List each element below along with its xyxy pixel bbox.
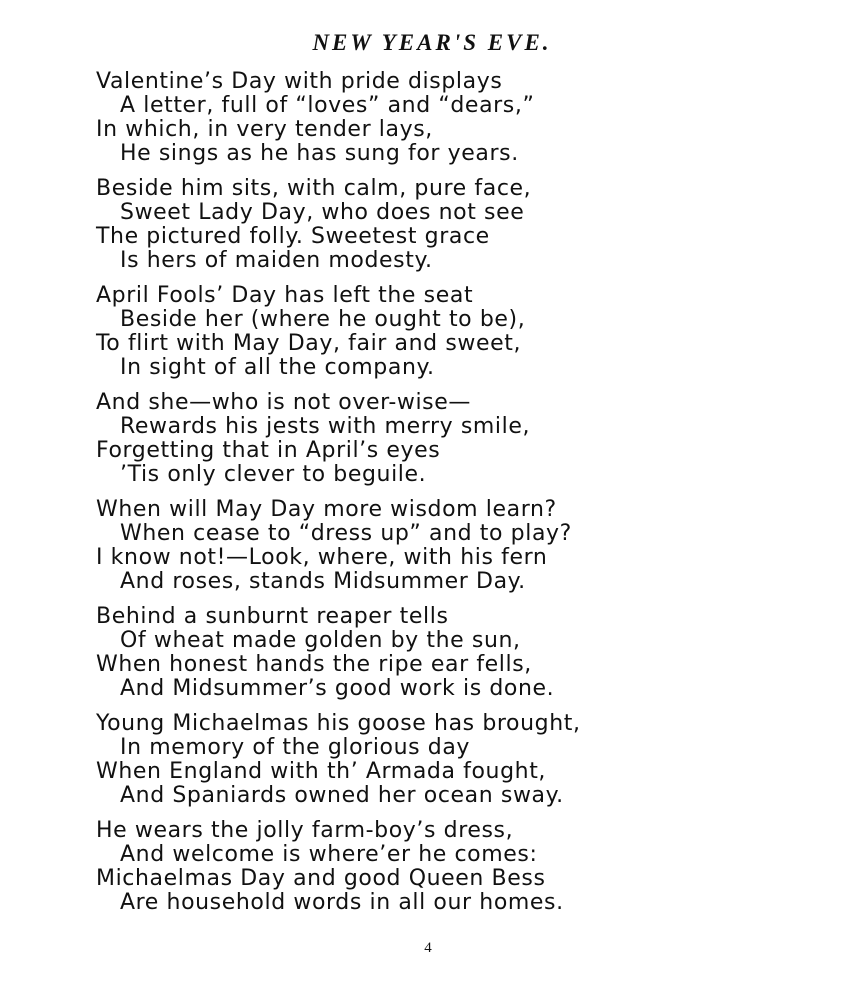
poem-line: Young Michaelmas his goose has brought, <box>96 711 581 736</box>
poem-line: When honest hands the ripe ear fells, <box>96 652 532 677</box>
poem-line: When will May Day more wisdom learn? <box>96 497 557 522</box>
poem-line: And she—who is not over-wise— <box>96 390 471 415</box>
poem-line: In memory of the glorious day <box>120 735 471 760</box>
poem-line: When cease to “dress up” and to play? <box>120 521 572 546</box>
poem-line: Beside him sits, with calm, pure face, <box>96 176 532 201</box>
poem-line: To flirt with May Day, fair and sweet, <box>96 331 522 356</box>
poem-line: And Spaniards owned her ocean sway. <box>120 783 564 808</box>
poem-line: I know not!—Look, where, with his fern <box>96 545 548 570</box>
stanza <box>96 605 736 701</box>
poem-line: Sweet Lady Day, who does not see <box>120 200 525 225</box>
poem-line: And welcome is where’er he comes: <box>120 842 538 867</box>
poem-line: Behind a sunburnt reaper tells <box>96 604 449 629</box>
page-title: NEW YEAR'S EVE. <box>312 30 552 55</box>
poem-line: Forgetting that in April’s eyes <box>96 438 441 463</box>
poem-line: ’Tis only clever to beguile. <box>120 462 427 487</box>
poem-line: Valentine’s Day with pride displays <box>96 69 503 94</box>
poem-line: And roses, stands Midsummer Day. <box>120 569 526 594</box>
stanza <box>96 177 736 273</box>
poem-line: And Midsummer’s good work is done. <box>120 676 555 701</box>
poem-line: Is hers of maiden modesty. <box>120 248 433 273</box>
stanza <box>96 498 736 594</box>
stanza <box>96 819 736 915</box>
poem-line: Rewards his jests with merry smile, <box>120 414 531 439</box>
poem-line: The pictured folly. Sweetest grace <box>96 224 490 249</box>
poem-line: In sight of all the company. <box>120 355 435 380</box>
poem-line: He sings as he has sung for years. <box>120 141 519 166</box>
poem-line: In which, in very tender lays, <box>96 117 433 142</box>
stanza <box>96 284 736 380</box>
page-number: 4 <box>424 940 432 956</box>
poem-line: Are household words in all our homes. <box>120 890 564 915</box>
poem-line: He wears the jolly farm-boy’s dress, <box>96 818 514 843</box>
poem <box>96 70 736 926</box>
stanza <box>96 391 736 487</box>
poem-line: Michaelmas Day and good Queen Bess <box>96 866 546 891</box>
poem-line: When England with th’ Armada fought, <box>96 759 547 784</box>
poem-line: April Fools’ Day has left the seat <box>96 283 474 308</box>
stanza <box>96 70 736 166</box>
poem-line: Of wheat made golden by the sun, <box>120 628 521 653</box>
poem-line: A letter, full of “loves” and “dears,” <box>120 93 535 118</box>
poem-line: Beside her (where he ought to be), <box>120 307 526 332</box>
stanza <box>96 712 736 808</box>
